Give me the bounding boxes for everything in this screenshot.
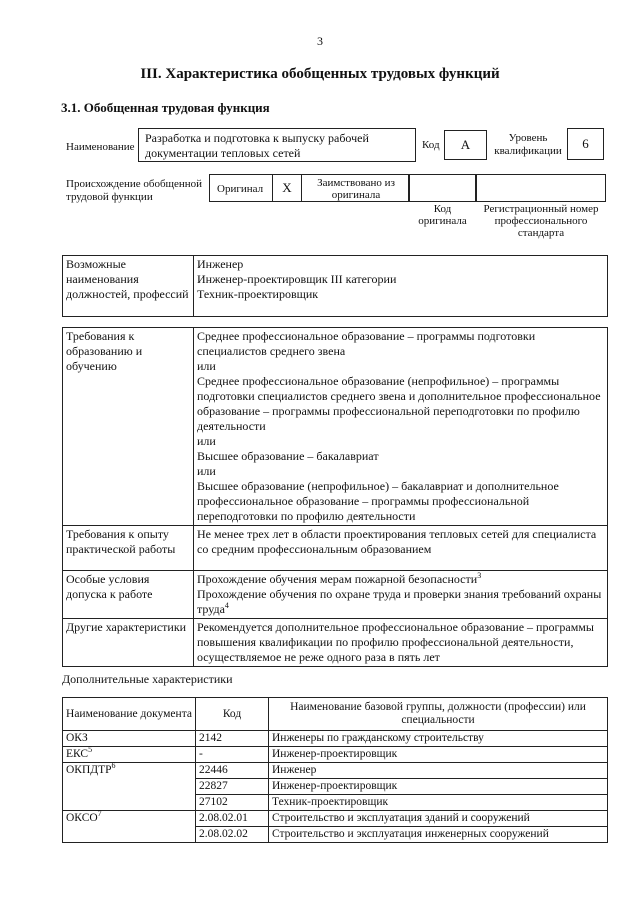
level-value: 6 <box>567 128 604 160</box>
name-value: Разработка и подготовка к выпуску рабочей документации тепловых сетей <box>138 128 416 162</box>
positions-table <box>62 255 608 317</box>
reg-number-box <box>476 174 606 202</box>
requirement-line: Прохождение обучения мерам пожарной безопасности$^3$ <box>197 571 482 586</box>
footnote-ref: 4 <box>224 601 229 610</box>
requirement-row-access <box>63 571 608 619</box>
section-title: III. Характеристика обобщенных трудовых функций <box>140 66 500 82</box>
original-label: Оригинал <box>217 183 264 195</box>
name-cell: Инженеры по гражданскому строительству <box>269 731 608 747</box>
code-cell: 22827 <box>196 779 269 795</box>
footnote-ref: 3 <box>477 571 482 580</box>
requirement-value <box>194 571 608 619</box>
code-cell: 2.08.02.01 <box>196 811 269 827</box>
origin-label: Происхождение обобщенной трудовой функции <box>66 178 203 203</box>
requirement-label: Требования к образованию и обучению <box>63 328 194 526</box>
name-cell: Техник-проектировщик <box>269 795 608 811</box>
code-value: А <box>444 130 487 160</box>
requirement-line: Высшее образование – бакалавриат <box>197 449 379 463</box>
code-cell: - <box>196 747 269 763</box>
table-row <box>63 747 608 763</box>
requirement-label: Требования к опыту практической работы <box>63 526 194 571</box>
requirement-row-education <box>63 328 608 526</box>
additional-title: Дополнительные характеристики <box>62 672 233 686</box>
name-label: Наименование <box>66 141 135 153</box>
doc-cell: ОКПДТР$^6$ <box>63 763 196 811</box>
name-cell: Строительство и эксплуатация инженерных сооружений <box>269 827 608 843</box>
borrowed-label: Заимствовано из оригинала <box>317 177 395 201</box>
doc-cell: ОКСО$^7$ <box>63 811 196 843</box>
reg-number-label: Регистрационный номер профессионального стандарта <box>483 203 599 239</box>
requirement-line: или <box>197 359 216 373</box>
table-row <box>63 763 608 779</box>
code-cell: 27102 <box>196 795 269 811</box>
requirement-label: Особые условия допуска к работе <box>63 571 194 619</box>
original-mark: X <box>272 175 302 201</box>
code-cell: 2.08.02.02 <box>196 827 269 843</box>
header-name: Наименование базовой группы, должности (профессии) или специальности <box>269 698 608 731</box>
table-row <box>63 731 608 747</box>
requirement-line: Среднее профессиональное образование – программы подготовки специалистов среднего звена <box>197 329 536 358</box>
code-original-box <box>409 174 476 202</box>
requirement-label: Другие характеристики <box>63 619 194 667</box>
page-number: 3 <box>317 34 323 48</box>
level-label: Уровень квалификации <box>494 132 562 157</box>
requirement-value: Рекомендуется дополнительное профессиональное образование – программы повышения квалификации по профилю профессиональной деятельности, осуществляемое не реже одного раза в пять лет <box>194 619 608 667</box>
name-cell: Инженер-проектировщик <box>269 779 608 795</box>
requirements-table <box>62 327 608 667</box>
position-item: Техник-проектировщик <box>197 287 319 301</box>
position-item: Инженер-проектировщик III категории <box>197 272 397 286</box>
additional-table <box>62 697 608 843</box>
code-label: Код <box>422 139 440 151</box>
positions-row <box>63 256 608 317</box>
additional-header-row <box>63 698 608 731</box>
requirement-row-other <box>63 619 608 667</box>
positions-values <box>194 256 608 317</box>
doc-cell: ОКЗ <box>63 731 196 747</box>
requirement-line: Прохождение обучения по охране труда и проверки знания требований охраны труда$^4$ <box>197 587 602 616</box>
table-row <box>63 811 608 827</box>
requirement-value <box>194 328 608 526</box>
requirement-line: Высшее образование (непрофильное) – бакалавриат и дополнительное профессиональное образование – программы профессиональной переподготовки по профилю деятельности <box>197 479 559 523</box>
requirement-line: или <box>197 434 216 448</box>
code-cell: 2142 <box>196 731 269 747</box>
code-cell: 22446 <box>196 763 269 779</box>
positions-label: Возможные наименования должностей, профессий <box>63 256 194 317</box>
name-cell: Инженер <box>269 763 608 779</box>
origin-box <box>209 174 409 202</box>
code-original-label: Код оригинала <box>418 203 467 227</box>
requirement-line: или <box>197 464 216 478</box>
name-cell: Строительство и эксплуатация зданий и сооружений <box>269 811 608 827</box>
subsection-title: 3.1. Обобщенная трудовая функция <box>61 100 270 115</box>
header-code: Код <box>196 698 269 731</box>
doc-cell: ЕКС$^5$ <box>63 747 196 763</box>
name-cell: Инженер-проектировщик <box>269 747 608 763</box>
header-doc: Наименование документа <box>63 698 196 731</box>
requirement-line: Среднее профессиональное образование (непрофильное) – программы подготовки специалистов среднего звена и дополнительное профессиональное образование – программы профессиональной переподготовки по профилю деятельности <box>197 374 601 433</box>
position-item: Инженер <box>197 257 244 271</box>
requirement-value: Не менее трех лет в области проектирования тепловых сетей для специалиста со средним профессиональным образованием <box>194 526 608 571</box>
requirement-row-experience <box>63 526 608 571</box>
